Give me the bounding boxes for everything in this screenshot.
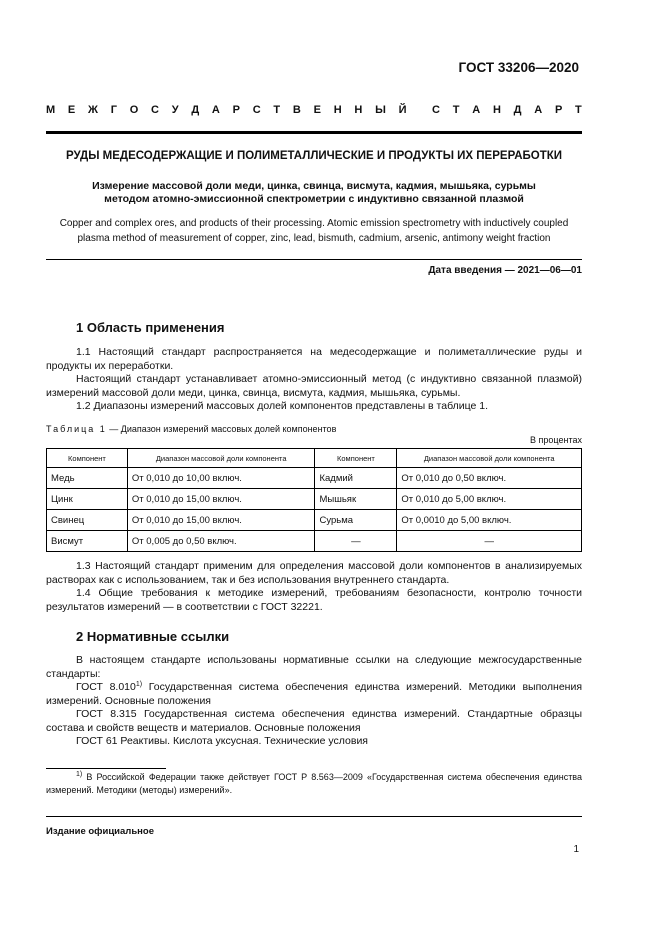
- column-header: Диапазон массовой доли компонента: [127, 449, 315, 468]
- reference-text: Государственная система обеспечения единства измерений. Методики выполнения измерений. Основные положения: [46, 681, 583, 707]
- introduction-date: Дата введения — 2021—06—01: [428, 265, 582, 276]
- english-title-line: plasma method of measurement of copper, zinc, lead, bismuth, cadmium, arsenic, antimony weight fraction: [77, 233, 551, 244]
- normative-reference: [46, 681, 582, 708]
- footnote-number: 1): [76, 771, 83, 778]
- section-2-text: [46, 654, 582, 749]
- heading-letter: Н: [333, 104, 342, 116]
- document-title: РУДЫ МЕДЕСОДЕРЖАЩИЕ И ПОЛИМЕТАЛЛИЧЕСКИЕ И ПРОДУКТЫ ИХ ПЕРЕРАБОТКИ: [65, 150, 563, 162]
- heading-letter: Ж: [88, 104, 98, 116]
- table-row: [47, 510, 582, 531]
- table-cell: Медь: [47, 468, 128, 489]
- table-cell: От 0,010 до 15,00 включ.: [127, 510, 315, 531]
- table-cell: От 0,010 до 5,00 включ.: [397, 489, 582, 510]
- heading-letter: О: [129, 104, 139, 116]
- paragraph: Настоящий стандарт устанавливает атомно-эмиссионный метод (с индуктивно связанной плазмой) измерений массовой доли меди, цинка, свинца, висмута, кадмия, мышьяка, сурьмы.: [46, 373, 582, 399]
- title-rule: [46, 259, 582, 260]
- heading-letter: С: [432, 104, 440, 116]
- section-1-text-continued: [46, 560, 582, 614]
- heading-letter: С: [151, 104, 159, 116]
- heading-letter: С: [252, 104, 261, 116]
- standard-type-heading: [46, 104, 582, 116]
- heading-letter: А: [472, 104, 481, 116]
- footer-rule: [46, 816, 582, 817]
- heading-letter: Й: [398, 104, 407, 116]
- subtitle-line: методом атомно-эмиссионной спектрометрии с индуктивно связанной плазмой: [104, 193, 524, 205]
- table-caption: [46, 424, 336, 434]
- heading-letter: А: [534, 104, 543, 116]
- header-rule: [46, 131, 582, 134]
- footnote: [46, 771, 582, 796]
- table-cell: Мышьяк: [315, 489, 397, 510]
- table-cell: От 0,0010 до 5,00 включ.: [397, 510, 582, 531]
- column-header: Компонент: [47, 449, 128, 468]
- table-label: Таблица 1: [46, 424, 107, 434]
- paragraph: 1.2 Диапазоны измерений массовых долей компонентов представлены в таблице 1.: [76, 400, 489, 412]
- footnote-rule: [46, 768, 166, 769]
- heading-letter: Д: [513, 104, 522, 116]
- heading-letter: Г: [110, 104, 117, 116]
- table-row: [47, 489, 582, 510]
- section-1-text: [46, 346, 582, 414]
- english-title-line: Copper and complex ores, and products of their processing. Atomic emission spectrometry with inductively coupled: [59, 218, 569, 229]
- table-row: [47, 531, 582, 552]
- normative-reference: ГОСТ 61 Реактивы. Кислота уксусная. Технические условия: [76, 735, 368, 747]
- table-caption-text: — Диапазон измерений массовых долей компонентов: [106, 424, 337, 434]
- heading-letter: Р: [232, 104, 240, 116]
- column-header: Компонент: [315, 449, 397, 468]
- table-unit: В процентах: [530, 435, 582, 445]
- table-cell: Кадмий: [315, 468, 397, 489]
- paragraph: 1.4 Общие требования к методике измерений, требованиям безопасности, контролю точности результатов измерений — в соответствии с ГОСТ 32221.: [46, 587, 582, 613]
- table-cell: Сурьма: [315, 510, 397, 531]
- normative-reference: ГОСТ 8.315 Государственная система обеспечения единства измерений. Стандартные образцы состава и свойств веществ и материалов. Основные положения: [46, 708, 582, 734]
- document-subtitle: [46, 180, 582, 206]
- table-cell: Свинец: [47, 510, 128, 531]
- heading-letter: М: [46, 104, 56, 116]
- components-table: [46, 448, 582, 552]
- paragraph: В настоящем стандарте использованы нормативные ссылки на следующие межгосударственные стандарты:: [46, 654, 582, 680]
- heading-letter: Д: [191, 104, 200, 116]
- table-header-row: [47, 449, 582, 468]
- table-cell: От 0,010 до 15,00 включ.: [127, 489, 315, 510]
- reference-code: ГОСТ 8.010: [76, 681, 136, 693]
- column-header: Диапазон массовой доли компонента: [397, 449, 582, 468]
- heading-letter: Н: [492, 104, 501, 116]
- paragraph: 1.1 Настоящий стандарт распространяется на медесодержащие и полиметаллические руды и продукты их переработки.: [46, 346, 582, 372]
- page-number: 1: [573, 844, 579, 855]
- heading-letter: А: [211, 104, 220, 116]
- footnote-text: В Российской Федерации также действует ГОСТ Р 8.563—2009 «Государственная система обеспечения единства измерений. Методики (методы) измерений».: [46, 772, 582, 795]
- edition-label: Издание официальное: [46, 826, 154, 837]
- heading-letter: Е: [313, 104, 321, 116]
- footnote-marker[interactable]: 1): [135, 681, 143, 688]
- heading-letter: В: [292, 104, 301, 116]
- heading-letter: Т: [273, 104, 281, 116]
- heading-letter: Е: [67, 104, 76, 116]
- section-1-heading: 1 Область применения: [76, 320, 225, 335]
- table-cell: Цинк: [47, 489, 128, 510]
- heading-letter: Т: [452, 104, 460, 116]
- english-title: [46, 216, 582, 246]
- table-cell: —: [315, 531, 397, 552]
- table-cell: Висмут: [47, 531, 128, 552]
- section-2-heading: 2 Нормативные ссылки: [76, 629, 230, 644]
- subtitle-line: Измерение массовой доли меди, цинка, свинца, висмута, кадмия, мышьяка, сурьмы: [92, 180, 536, 192]
- heading-letter: Н: [354, 104, 363, 116]
- paragraph: 1.3 Настоящий стандарт применим для определения массовой доли компонентов в анализируемых растворах как с использованием, так и без использования внутреннего стандарта.: [46, 560, 582, 586]
- heading-letter: Т: [575, 104, 582, 116]
- heading-letter: Р: [554, 104, 563, 116]
- document-number: ГОСТ 33206—2020: [458, 60, 579, 75]
- table-cell: От 0,005 до 0,50 включ.: [127, 531, 315, 552]
- table-cell: От 0,010 до 10,00 включ.: [127, 468, 315, 489]
- table-cell: —: [397, 531, 582, 552]
- heading-letter: Ы: [375, 104, 386, 116]
- heading-letter: У: [171, 104, 179, 116]
- table-cell: От 0,010 до 0,50 включ.: [397, 468, 582, 489]
- table-row: [47, 468, 582, 489]
